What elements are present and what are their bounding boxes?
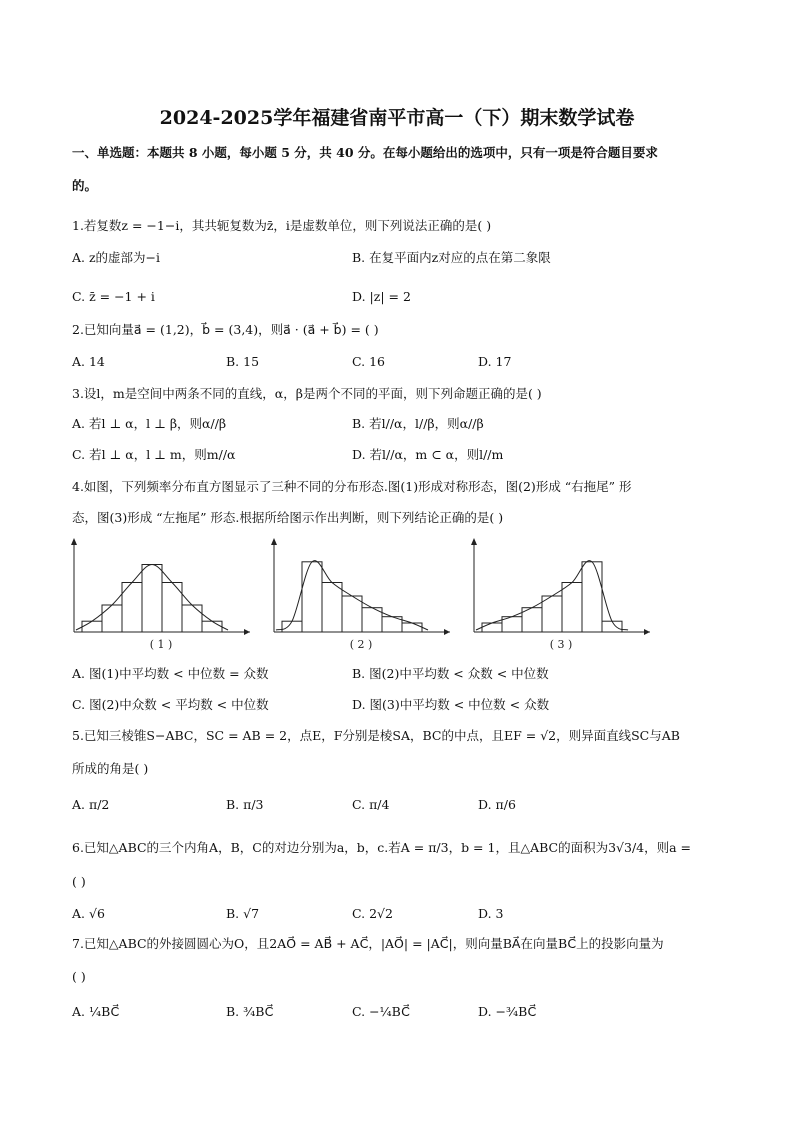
q4-stem-line1: 4.如图，下列频率分布直方图显示了三种不同的分布形态.图(1)形成对称形态，图(2)形成 “右拖尾” 形 bbox=[72, 479, 632, 494]
q6-option-b: B. √7 bbox=[226, 906, 260, 921]
q2-option-a: A. 14 bbox=[72, 354, 105, 369]
histogram-caption: ( 1 ) bbox=[149, 638, 173, 651]
histogram-bar bbox=[302, 562, 322, 632]
q5-option-a: A. π/2 bbox=[72, 797, 110, 812]
histogram-bar bbox=[142, 565, 162, 633]
histogram-3 bbox=[466, 536, 656, 654]
q4-option-c: C. 图(2)中众数 < 平均数 < 中位数 bbox=[72, 697, 269, 712]
y-axis-arrow bbox=[471, 538, 477, 545]
q1-option-b: B. 在复平面内z对应的点在第二象限 bbox=[352, 250, 551, 265]
histogram-bar bbox=[342, 596, 362, 632]
q5-option-d: D. π/6 bbox=[478, 797, 516, 812]
q5-stem-line2: 所成的角是( ) bbox=[72, 761, 149, 776]
q1-option-c: C. z̄ = −1 + i bbox=[72, 289, 155, 304]
q7-option-c: C. −¼BC⃗ bbox=[352, 1004, 410, 1019]
q5-option-b: B. π/3 bbox=[226, 797, 264, 812]
q3-option-b: B. 若l//α，l//β，则α//β bbox=[352, 416, 484, 431]
q3-option-c: C. 若l ⊥ α，l ⊥ m，则m//α bbox=[72, 447, 236, 462]
q4-option-a: A. 图(1)中平均数 < 中位数 = 众数 bbox=[72, 666, 269, 681]
y-axis-arrow bbox=[71, 538, 77, 545]
q2-option-d: D. 17 bbox=[478, 354, 512, 369]
histogram-bar bbox=[182, 605, 202, 632]
histogram-bar bbox=[282, 621, 302, 632]
q6-option-d: D. 3 bbox=[478, 906, 504, 921]
q7-stem-line1: 7.已知△ABC的外接圆圆心为O，且2AO⃗ = AB⃗ + AC⃗，|AO⃗| = |AC⃗|，则向量BA⃗在向量BC⃗上的投影向量为 bbox=[72, 936, 664, 951]
q4-stem-line2: 态，图(3)形成 “左拖尾” 形态.根据所给图示作出判断，则下列结论正确的是( ) bbox=[72, 510, 504, 525]
q3-option-d: D. 若l//α，m ⊂ α，则l//m bbox=[352, 447, 504, 462]
histogram-1 bbox=[66, 536, 256, 654]
q4-option-d: D. 图(3)中平均数 < 中位数 < 众数 bbox=[352, 697, 550, 712]
histogram-bar bbox=[482, 623, 502, 632]
q7-option-d: D. −¾BC⃗ bbox=[478, 1004, 537, 1019]
density-curve bbox=[76, 565, 228, 631]
histogram-bar bbox=[602, 621, 622, 632]
x-axis-arrow bbox=[644, 629, 650, 635]
histogram-bar bbox=[562, 583, 582, 633]
q6-option-a: A. √6 bbox=[72, 906, 105, 921]
histogram-bar bbox=[402, 623, 422, 632]
density-curve bbox=[276, 561, 428, 630]
q1-option-a: A. z的虚部为−i bbox=[72, 250, 161, 265]
q1-option-d: D. |z| = 2 bbox=[352, 289, 411, 304]
q7-stem-line2: ( ) bbox=[72, 969, 86, 984]
histogram-bar bbox=[582, 562, 602, 632]
q5-stem-line1: 5.已知三棱锥S−ABC，SC = AB = 2，点E，F分别是棱SA，BC的中点，且EF = √2，则异面直线SC与AB bbox=[72, 728, 680, 743]
section-header-line1: 一、单选题：本题共 8 小题，每小题 5 分，共 40 分。在每小题给出的选项中，只有一项是符合题目要求 bbox=[72, 145, 658, 160]
q2-stem: 2.已知向量a⃗ = (1,2)，b⃗ = (3,4)，则a⃗ · (a⃗ + b⃗) = ( ) bbox=[72, 322, 379, 337]
histogram-bar bbox=[82, 621, 102, 632]
q6-stem-line1: 6.已知△ABC的三个内角A，B，C的对边分别为a，b，c.若A = π/3，b = 1，且△ABC的面积为3√3/4，则a = bbox=[72, 840, 692, 855]
q6-stem-line2: ( ) bbox=[72, 874, 86, 889]
y-axis-arrow bbox=[271, 538, 277, 545]
histogram-2 bbox=[266, 536, 456, 654]
exam-title: 2024-2025学年福建省南平市高一（下）期末数学试卷 bbox=[159, 107, 635, 129]
density-curve bbox=[476, 561, 628, 630]
histogram-caption: ( 3 ) bbox=[549, 638, 573, 651]
q2-option-c: C. 16 bbox=[352, 354, 385, 369]
histogram-bar bbox=[322, 583, 342, 633]
x-axis-arrow bbox=[444, 629, 450, 635]
q2-option-b: B. 15 bbox=[226, 354, 260, 369]
q7-option-b: B. ¾BC⃗ bbox=[226, 1004, 274, 1019]
q4-option-b: B. 图(2)中平均数 < 众数 < 中位数 bbox=[352, 666, 549, 681]
section-header-line2: 的。 bbox=[72, 178, 98, 193]
x-axis-arrow bbox=[244, 629, 250, 635]
q1-stem: 1.若复数z = −1−i，其共轭复数为z̄，i是虚数单位，则下列说法正确的是( ) bbox=[72, 218, 492, 233]
q3-stem: 3.设l，m是空间中两条不同的直线，α，β是两个不同的平面，则下列命题正确的是( ) bbox=[72, 386, 542, 401]
q7-option-a: A. ¼BC⃗ bbox=[72, 1004, 120, 1019]
q3-option-a: A. 若l ⊥ α，l ⊥ β，则α//β bbox=[72, 416, 227, 431]
histogram-bar bbox=[542, 596, 562, 632]
histogram-bar bbox=[102, 605, 122, 632]
histogram-bar bbox=[202, 621, 222, 632]
q5-option-c: C. π/4 bbox=[352, 797, 390, 812]
q6-option-c: C. 2√2 bbox=[352, 906, 393, 921]
histogram-caption: ( 2 ) bbox=[349, 638, 373, 651]
